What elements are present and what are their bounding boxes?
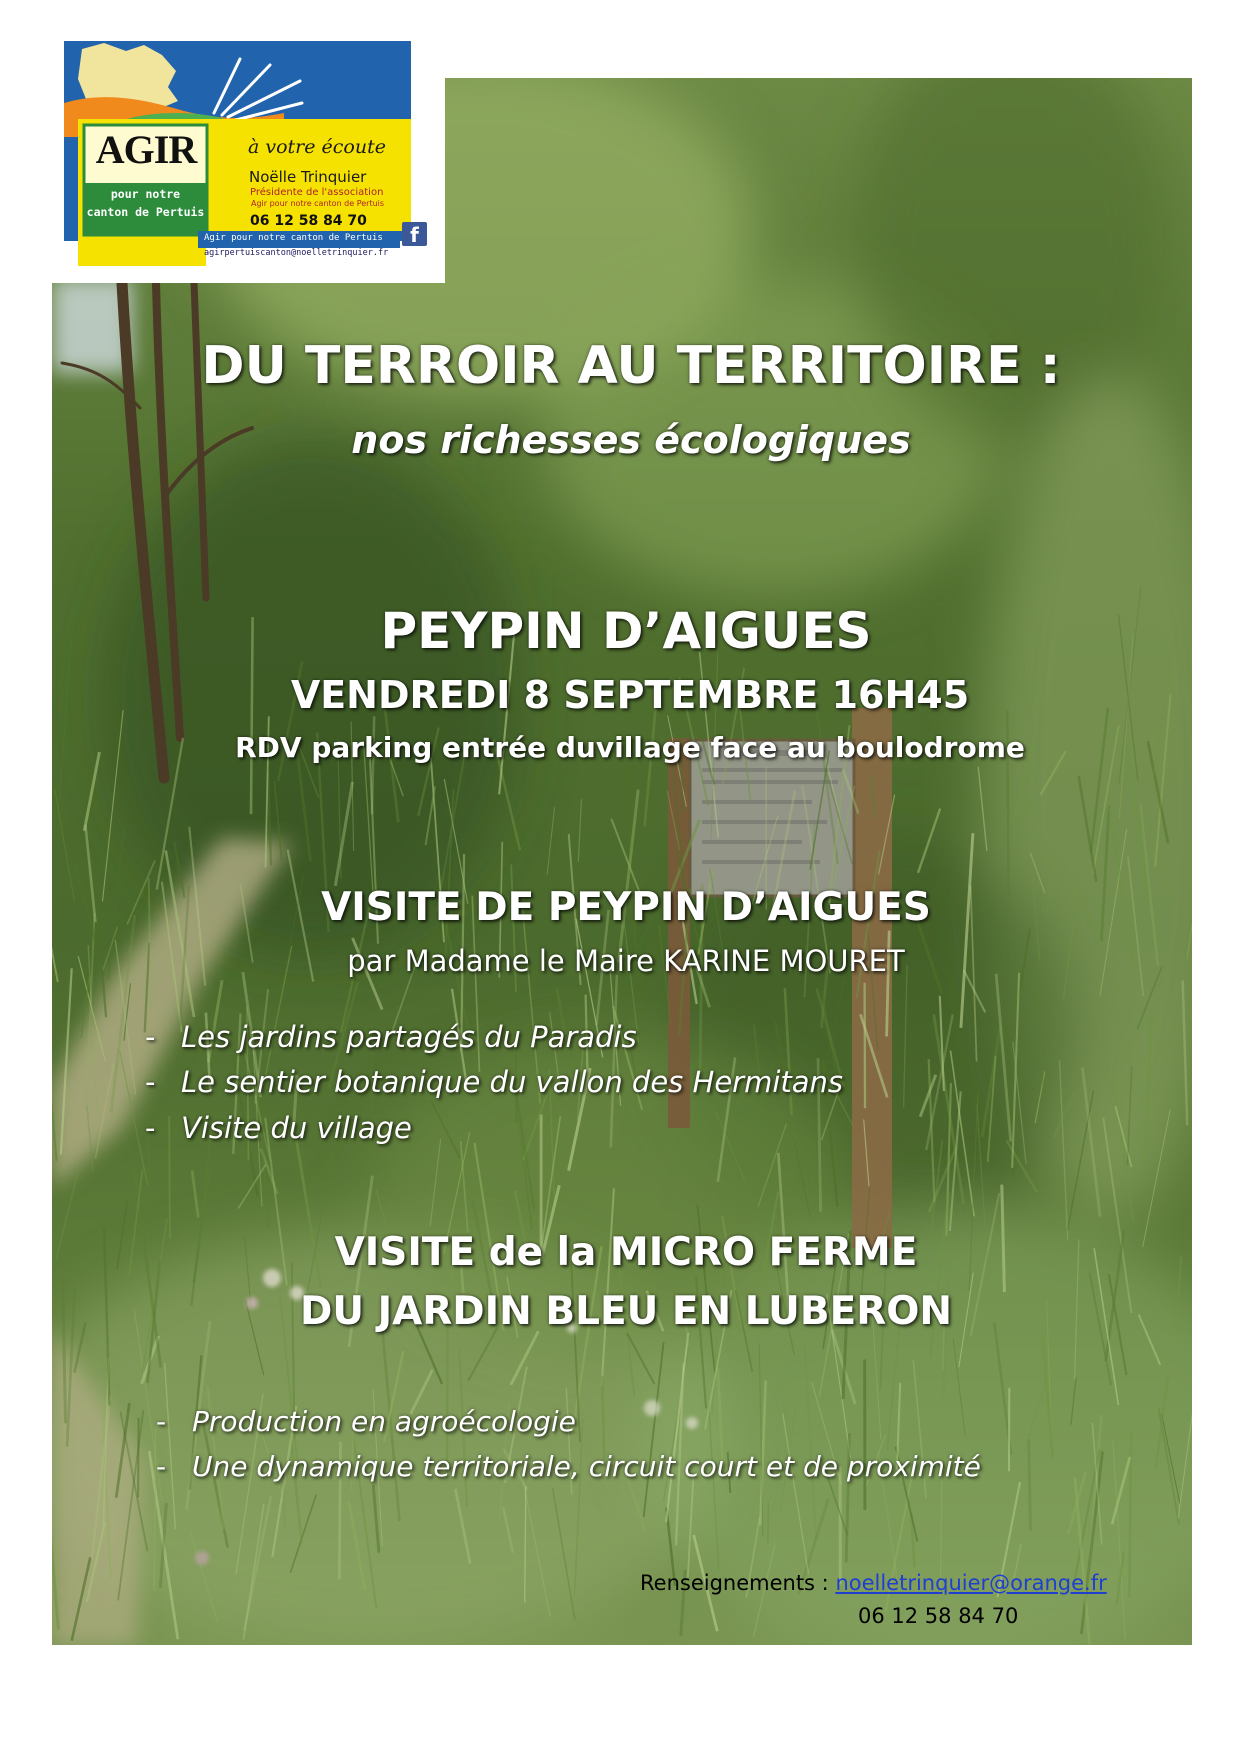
visit1-title: VISITE DE PEYPIN D’AIGUES (321, 885, 931, 930)
facebook-icon: f (402, 222, 427, 246)
visit2-title-line1: VISITE de la MICRO FERME (334, 1230, 918, 1275)
logo-phone: 06 12 58 84 70 (250, 213, 367, 229)
visit1-guide: par Madame le Maire KARINE MOURET (347, 944, 905, 978)
grass-blade (1129, 1432, 1131, 1597)
bullet-dash: - (156, 1405, 167, 1438)
list-item-text: Production en agroécologie (192, 1405, 576, 1438)
visit2-title-line2: DU JARDIN BLEU EN LUBERON (299, 1289, 953, 1334)
facebook-page-label: Agir pour notre canton de Pertuis (204, 233, 383, 243)
contact-line (640, 1571, 1107, 1596)
logo-slogan: à votre écoute (248, 136, 386, 158)
grass-blade (169, 1116, 170, 1238)
bullet-dash: - (145, 1111, 156, 1145)
bullet-dash: - (145, 1020, 156, 1054)
contact-email-link[interactable]: noelletrinquier@orange.fr (835, 1571, 1107, 1595)
association-name: Agir pour notre canton de Pertuis (251, 199, 385, 208)
president-role: Présidente de l'association (250, 187, 384, 198)
page-subtitle: nos richesses écologiques (351, 418, 911, 462)
grass-blade (138, 1418, 139, 1498)
list-item-text: Le sentier botanique du vallon des Hermitans (181, 1065, 844, 1099)
logo-tagline-line1: pour notre (110, 187, 181, 201)
president-name: Noëlle Trinquier (249, 168, 367, 186)
event-date: VENDREDI 8 SEPTEMBRE 16H45 (290, 673, 970, 717)
contact-label: Renseignements : (640, 1571, 829, 1595)
logo-email: agirpertuiscanton@noelletrinquier.fr (204, 248, 389, 258)
association-logo (64, 41, 434, 271)
list-item-text: Visite du village (181, 1111, 412, 1145)
page-title: DU TERROIR AU TERRITOIRE : (201, 336, 1061, 396)
event-place: PEYPIN D’AIGUES (380, 602, 872, 660)
bullet-dash: - (156, 1450, 167, 1483)
bullet-dash: - (145, 1065, 156, 1099)
logo-tagline-line2: canton de Pertuis (86, 205, 205, 219)
meeting-point: RDV parking entrée duvillage face au boulodrome (235, 731, 1025, 764)
contact-phone: 06 12 58 84 70 (858, 1604, 1019, 1628)
logo-brand: AGIR (95, 127, 197, 172)
list-item-text: Les jardins partagés du Paradis (181, 1020, 637, 1054)
grass-blade (1029, 1439, 1031, 1530)
list-item-text: Une dynamique territoriale, circuit court et de proximité (192, 1450, 981, 1483)
